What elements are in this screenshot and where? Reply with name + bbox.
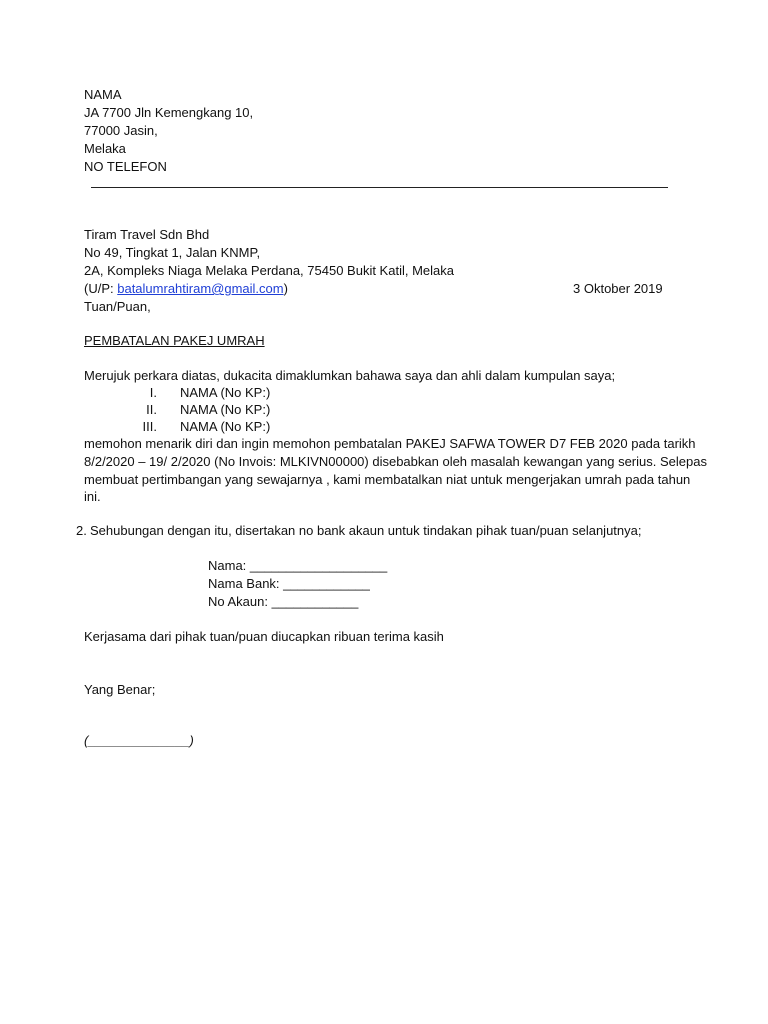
paragraph-2-text: Sehubungan dengan itu, disertakan no bank akaun untuk tindakan pihak tuan/puan selanjutnya; [90,523,642,538]
sender-phone: NO TELEFON [84,159,167,174]
recipient-address-line1: No 49, Tingkat 1, Jalan KNMP, [84,245,261,260]
recipient-email-link[interactable]: batalumrahtiram@gmail.com [117,281,284,296]
body-line: membuat pertimbangan yang sewajarnya , kami membatalkan niat untuk mengerjakan umrah pada tahun [84,472,691,487]
body-line: 8/2/2020 – 19/ 2/2020 (No Invois: MLKIVN00000) disebabkan oleh masalah kewangan yang serius. Selepas [84,454,707,469]
bank-account-number-field: No Akaun: ____________ [208,594,359,609]
intro-paragraph: Merujuk perkara diatas, dukacita dimaklumkan bahawa saya dan ahli dalam kumpulan saya; [84,368,616,383]
bank-name-field: Nama Bank: ____________ [208,576,370,591]
bank-account-name-field: Nama: ___________________ [208,558,388,573]
body-line: ini. [84,489,101,504]
salutation: Tuan/Puan, [84,299,151,314]
closing-remark: Kerjasama dari pihak tuan/puan diucapkan ribuan terima kasih [84,629,444,644]
body-line: memohon menarik diri dan ingin memohon pembatalan PAKEJ SAFWA TOWER D7 FEB 2020 pada tarikh [84,436,696,451]
signoff: Yang Benar; [84,682,156,697]
attention-prefix: (U/P: [84,281,118,296]
sender-address-line3: Melaka [84,141,126,156]
member-number: II. [146,402,157,417]
member-number: III. [142,419,157,434]
sender-name: NAMA [84,87,122,102]
member-number: I. [149,385,157,400]
recipient-company: Tiram Travel Sdn Bhd [84,227,210,242]
sender-address-line1: JA 7700 Jln Kemengkang 10, [84,105,254,120]
letter-subject: PEMBATALAN PAKEJ UMRAH [84,333,265,348]
attention-suffix: ) [283,281,288,296]
recipient-attention [84,280,288,297]
member-name: NAMA (No KP:) [180,419,271,434]
sender-address-line2: 77000 Jasin, [84,123,158,138]
member-name: NAMA (No KP:) [180,385,271,400]
letter-date: 3 Oktober 2019 [573,281,663,296]
paragraph-2-number: 2. [76,523,87,538]
recipient-address-line2: 2A, Kompleks Niaga Melaka Perdana, 75450 Bukit Katil, Melaka [84,263,454,278]
member-name: NAMA (No KP:) [180,402,271,417]
signature-line: (______________) [84,733,194,748]
header-divider [91,187,668,188]
